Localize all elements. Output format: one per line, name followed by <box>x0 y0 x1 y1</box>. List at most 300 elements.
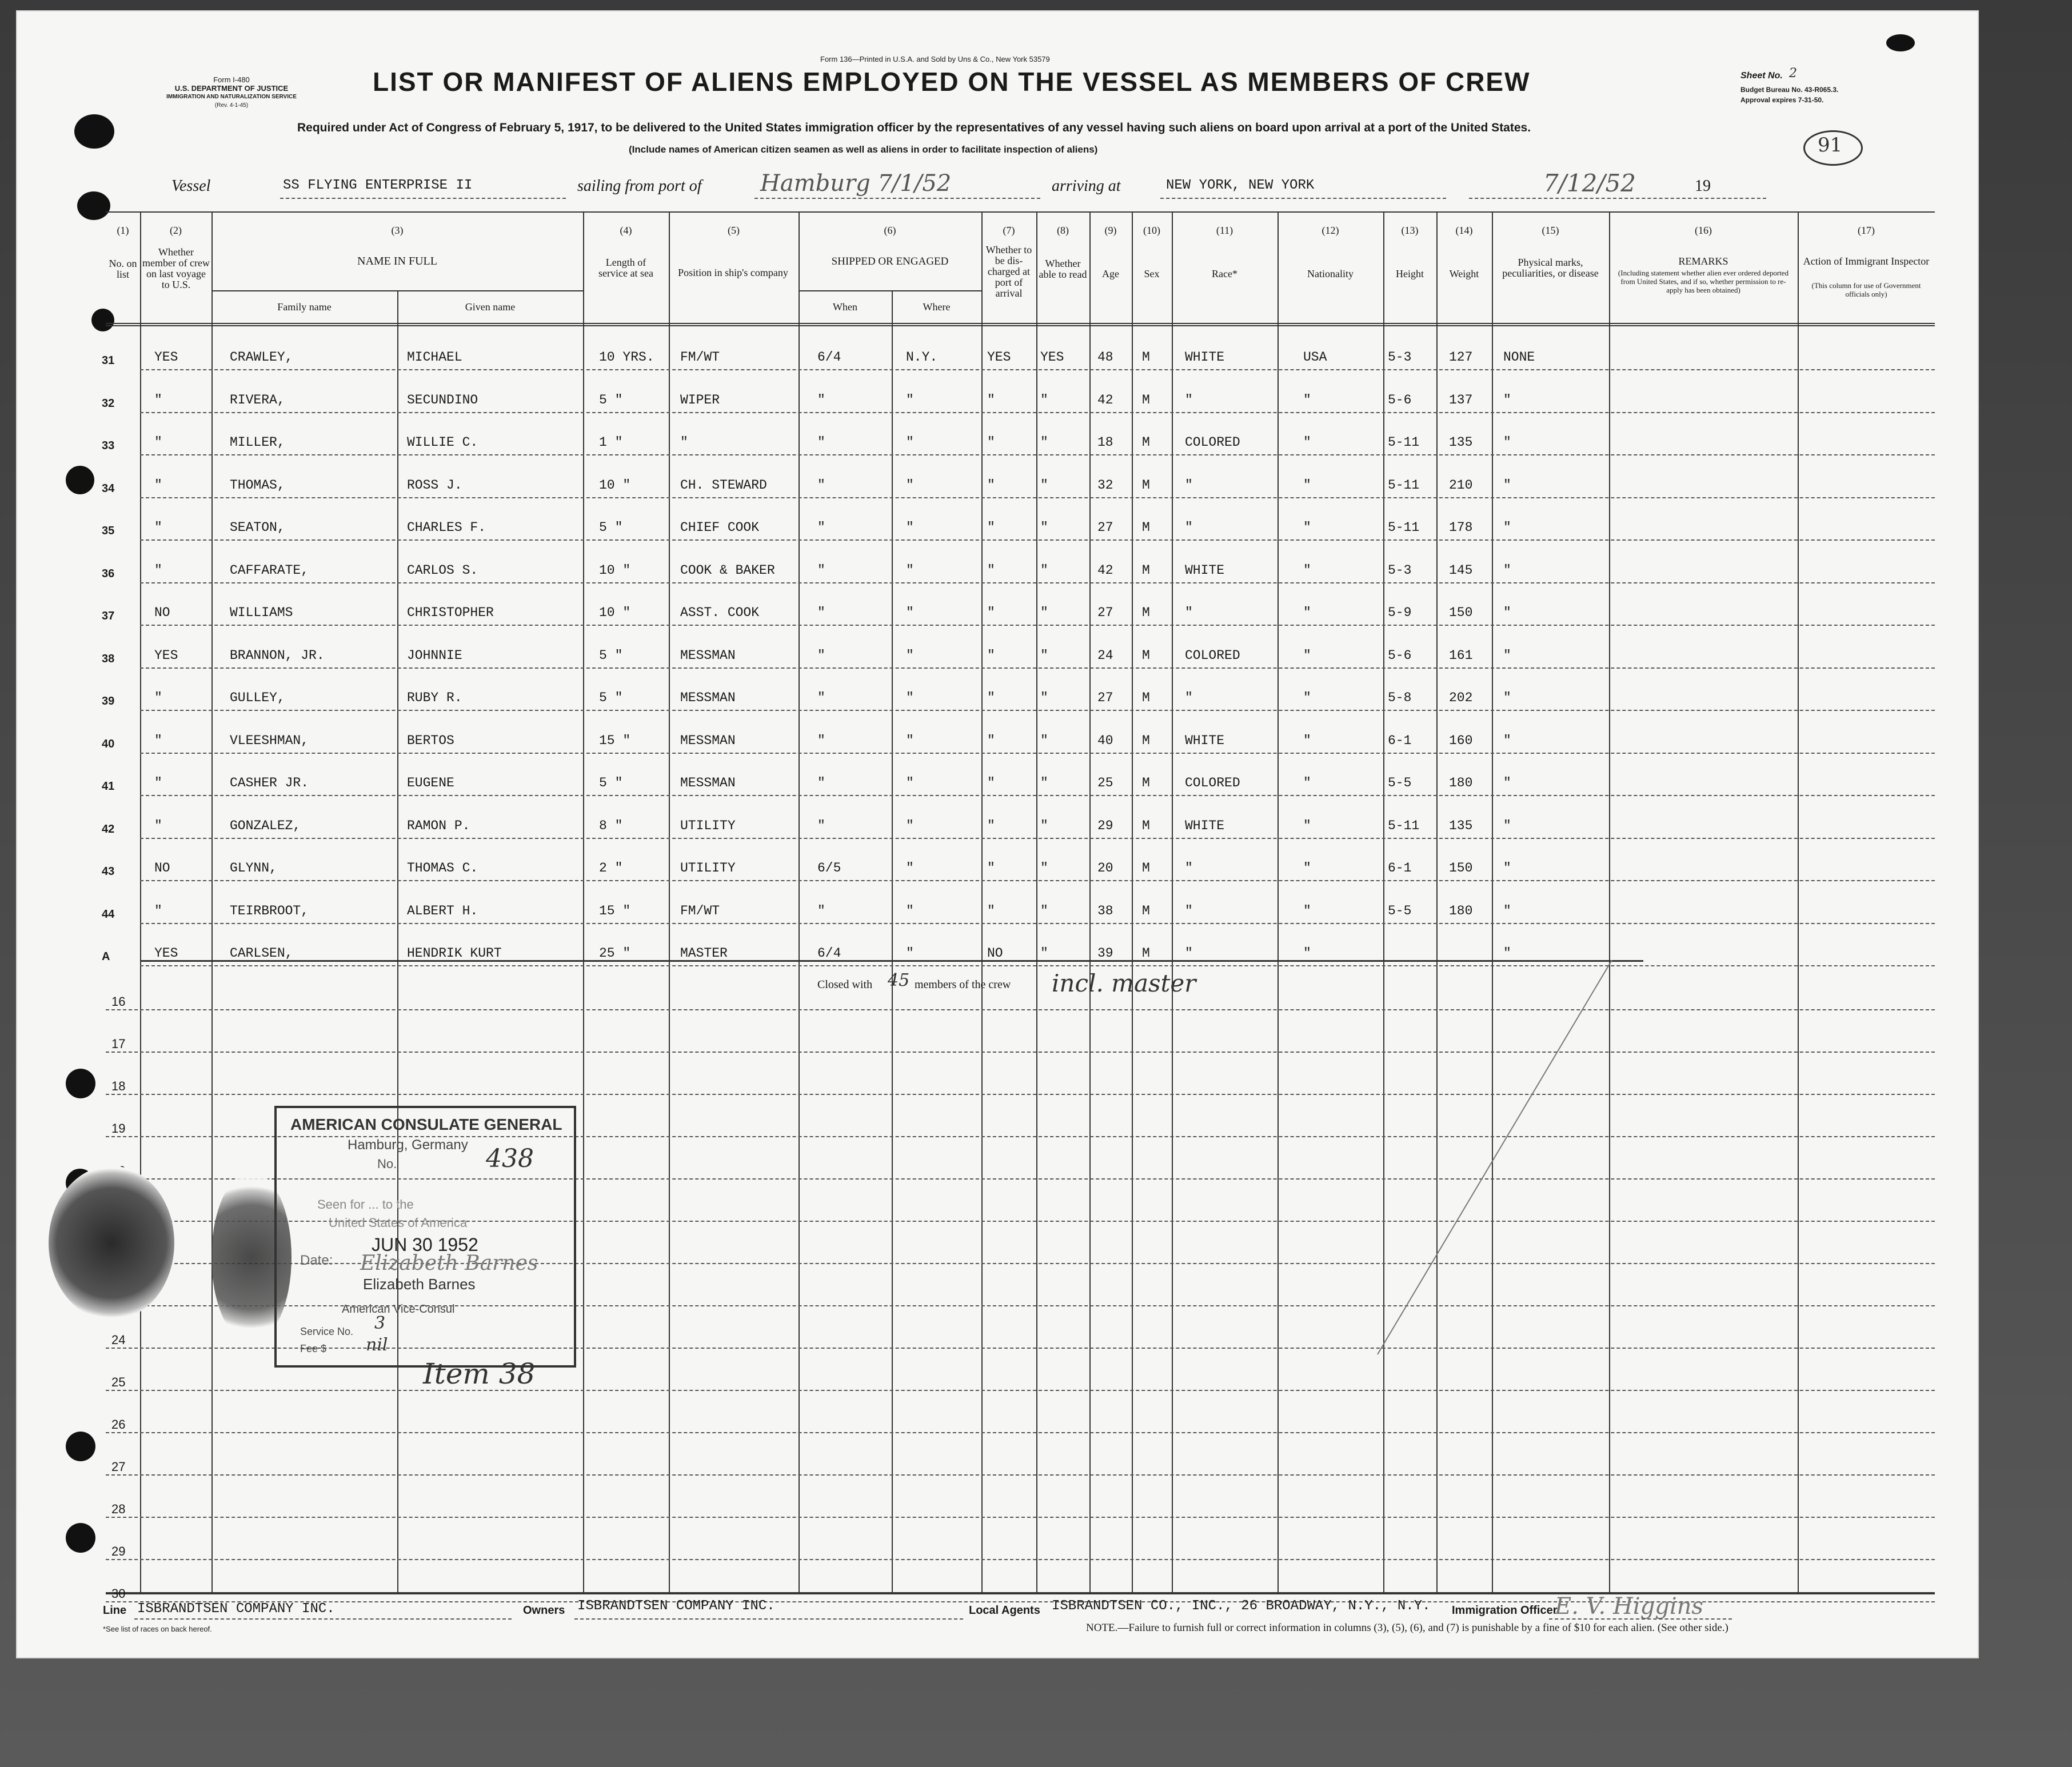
cell-given-name: ALBERT H. <box>407 904 478 918</box>
cell-discharged: " <box>987 563 995 578</box>
col-num: (5) <box>728 225 740 236</box>
sailing-label: sailing from port of <box>577 177 702 195</box>
cell-able-read: " <box>1040 775 1048 790</box>
row-rule <box>140 838 1935 839</box>
cell-row-number: 32 <box>102 397 115 410</box>
cell-where: " <box>906 605 914 620</box>
blank-row-number: 26 <box>111 1417 126 1432</box>
col-num: (14) <box>1455 225 1473 236</box>
cell-given-name: WILLIE C. <box>407 435 478 450</box>
stamp-title: American Vice-Consul <box>342 1303 455 1316</box>
cell-nationality: " <box>1303 775 1311 790</box>
cell-discharged: YES <box>987 350 1011 365</box>
cell-when: " <box>817 478 825 493</box>
closing-handwritten: incl. master <box>1052 969 1196 997</box>
col-num: (9) <box>1104 225 1117 236</box>
cell-discharged: " <box>987 478 995 493</box>
cell-sex: M <box>1142 563 1150 578</box>
cell-weight: 137 <box>1449 393 1473 407</box>
cell-where: " <box>906 648 914 663</box>
cell-when: 6/4 <box>817 946 841 961</box>
cell-length-service: 15 " <box>599 904 631 918</box>
cell-where: " <box>906 520 914 535</box>
cell-able-read: " <box>1040 563 1048 578</box>
cell-when: " <box>817 520 825 535</box>
cell-weight: 180 <box>1449 775 1473 790</box>
cell-sex: M <box>1142 350 1150 365</box>
cell-able-read: " <box>1040 478 1048 493</box>
col-header-remarks: REMARKS <box>1678 255 1728 267</box>
blank-row-number: 19 <box>111 1121 126 1136</box>
cell-discharged: " <box>987 775 995 790</box>
cell-discharged: " <box>987 605 995 620</box>
col-num: (16) <box>1695 225 1712 236</box>
cell-sex: M <box>1142 818 1150 833</box>
blank-row-number: 18 <box>111 1079 126 1093</box>
cell-able-read: " <box>1040 690 1048 705</box>
cell-length-service: 10 " <box>599 563 631 578</box>
cell-weight: 135 <box>1449 818 1473 833</box>
row-rule <box>140 412 1935 413</box>
cell-given-name: HENDRIK KURT <box>407 946 502 961</box>
cell-race: WHITE <box>1185 563 1225 578</box>
cell-weight: 150 <box>1449 861 1473 875</box>
cell-age: 38 <box>1097 904 1113 918</box>
cell-nationality: " <box>1303 733 1311 748</box>
col-num: (10) <box>1143 225 1160 236</box>
officer-signature: E. V. Higgins <box>1555 1593 1703 1620</box>
cell-age: 20 <box>1097 861 1113 875</box>
col-header-sex: Sex <box>1144 268 1160 279</box>
row-rule <box>140 753 1935 754</box>
cell-age: 42 <box>1097 393 1113 407</box>
cell-when: " <box>817 818 825 833</box>
owners-label: Owners <box>523 1604 565 1617</box>
cell-weight: 135 <box>1449 435 1473 450</box>
cell-family-name: RIVERA, <box>230 393 285 407</box>
col-num: (6) <box>884 225 896 236</box>
cell-family-name: CAFFARATE, <box>230 563 309 578</box>
col-header-member: Whether member of crew on last voyage to U.S. <box>142 246 210 290</box>
cell-member: YES <box>154 648 178 663</box>
col-header-remarks-note: (Including statement whether alien ever ordered deported from United States, and if so, whether permission to re-apply has been obtained) <box>1618 269 1789 294</box>
cell-race: COLORED <box>1185 775 1240 790</box>
vessel-label: Vessel <box>171 177 211 195</box>
cell-height: 5-3 <box>1388 563 1412 578</box>
subnote: (Include names of American citizen seamen as well as aliens in order to facilitate inspection of aliens) <box>629 144 1098 155</box>
cell-where: " <box>906 775 914 790</box>
col-header-nationality: Nationality <box>1307 268 1354 279</box>
cell-race: " <box>1185 605 1193 620</box>
cell-length-service: 15 " <box>599 733 631 748</box>
blank-row-number: 28 <box>111 1502 126 1516</box>
cell-weight: 150 <box>1449 605 1473 620</box>
cell-physical: " <box>1503 733 1511 748</box>
cell-family-name: VLEESHMAN, <box>230 733 309 748</box>
col-header-name: NAME IN FULL <box>357 255 437 267</box>
cell-when: " <box>817 435 825 450</box>
arriving-label: arriving at <box>1052 177 1121 195</box>
cell-height: 5-11 <box>1388 818 1420 833</box>
diagonal-cancel-line <box>1372 960 1635 1360</box>
cell-row-number: 38 <box>102 653 115 665</box>
cell-where: " <box>906 435 914 450</box>
row-rule <box>140 625 1935 626</box>
cell-family-name: MILLER, <box>230 435 285 450</box>
cell-sex: M <box>1142 605 1150 620</box>
cell-where: " <box>906 393 914 407</box>
cell-length-service: 5 " <box>599 690 623 705</box>
cell-family-name: TEIRBROOT, <box>230 904 309 918</box>
cell-length-service: 5 " <box>599 520 623 535</box>
cell-nationality: " <box>1303 435 1311 450</box>
blank-row-number: 25 <box>111 1375 126 1389</box>
agents-label: Local Agents <box>969 1604 1040 1617</box>
col-header-position: Position in ship's company <box>678 267 788 278</box>
cell-able-read: YES <box>1040 350 1064 365</box>
col-header-discharged: Whether to be dis-charged at port of arrival <box>985 244 1032 299</box>
cell-discharged: " <box>987 648 995 663</box>
cell-race: " <box>1185 946 1193 961</box>
cell-nationality: " <box>1303 818 1311 833</box>
cell-height: 5-11 <box>1388 478 1420 493</box>
cell-when: " <box>817 605 825 620</box>
budget-number: Budget Bureau No. 43-R065.3. <box>1740 86 1839 94</box>
cell-height: 5-11 <box>1388 520 1420 535</box>
stamp-line-2: Hamburg, Germany <box>348 1137 468 1153</box>
closing-printed-2: members of the crew <box>915 978 1011 991</box>
cell-physical: " <box>1503 478 1511 493</box>
cell-given-name: RUBY R. <box>407 690 462 705</box>
col-header-given: Given name <box>465 301 516 313</box>
cell-discharged: NO <box>987 946 1003 961</box>
col-num: (11) <box>1216 225 1233 236</box>
col-num: (2) <box>170 225 182 236</box>
cell-when: 6/4 <box>817 350 841 365</box>
blank-row-rule <box>106 1474 1935 1476</box>
cell-row-number: 34 <box>102 482 115 495</box>
cell-given-name: CHRISTOPHER <box>407 605 494 620</box>
col-header-shipped: SHIPPED OR ENGAGED <box>831 255 949 267</box>
stamp-line-1: AMERICAN CONSULATE GENERAL <box>290 1116 562 1133</box>
row-rule <box>140 497 1935 498</box>
cell-physical: " <box>1503 946 1511 961</box>
cell-given-name: SECUNDINO <box>407 393 478 407</box>
officer-label: Immigration Officer <box>1452 1604 1558 1617</box>
cell-weight: 210 <box>1449 478 1473 493</box>
cell-able-read: " <box>1040 946 1048 961</box>
races-note: *See list of races on back hereof. <box>103 1625 212 1633</box>
cell-position: UTILITY <box>680 818 736 833</box>
cell-family-name: CARLSEN, <box>230 946 293 961</box>
cell-race: " <box>1185 690 1193 705</box>
cell-length-service: 8 " <box>599 818 623 833</box>
cell-member: YES <box>154 350 178 365</box>
cell-sex: M <box>1142 520 1150 535</box>
cell-sex: M <box>1142 393 1150 407</box>
cell-length-service: 10 YRS. <box>599 350 654 365</box>
cell-row-number: 42 <box>102 823 115 835</box>
col-num: (3) <box>391 225 404 236</box>
cell-age: 27 <box>1097 690 1113 705</box>
cell-length-service: 10 " <box>599 478 631 493</box>
table-top-rule <box>106 211 1935 213</box>
cell-race: WHITE <box>1185 818 1225 833</box>
cell-position: MASTER <box>680 946 728 961</box>
cell-physical: " <box>1503 861 1511 875</box>
cell-family-name: GULLEY, <box>230 690 285 705</box>
cell-family-name: THOMAS, <box>230 478 285 493</box>
cell-able-read: " <box>1040 818 1048 833</box>
row-rule <box>140 923 1935 924</box>
col-header-race: Race* <box>1212 268 1237 279</box>
col-num: (1) <box>117 225 129 236</box>
punch-hole <box>74 114 114 149</box>
line-value: ISBRANDTSEN COMPANY INC. <box>137 1601 335 1617</box>
cell-family-name: GLYNN, <box>230 861 277 875</box>
cell-where: " <box>906 563 914 578</box>
cell-race: " <box>1185 520 1193 535</box>
cell-position: CH. STEWARD <box>680 478 767 493</box>
cell-nationality: " <box>1303 690 1311 705</box>
cell-given-name: THOMAS C. <box>407 861 478 875</box>
cell-weight: 161 <box>1449 648 1473 663</box>
cell-position: " <box>680 435 688 450</box>
cell-race: COLORED <box>1185 435 1240 450</box>
cell-member: " <box>154 520 162 535</box>
cell-row-number: 40 <box>102 738 115 750</box>
blank-row-number: 24 <box>111 1333 126 1347</box>
punch-hole <box>66 466 94 494</box>
cell-able-read: " <box>1040 435 1048 450</box>
cell-height: 5-3 <box>1388 350 1412 365</box>
cell-discharged: " <box>987 733 995 748</box>
cell-family-name: CASHER JR. <box>230 775 309 790</box>
col-num: (4) <box>620 225 632 236</box>
stamp-typed-name: Elizabeth Barnes <box>363 1276 476 1293</box>
cell-position: MESSMAN <box>680 775 736 790</box>
stamp-no-value: 438 <box>486 1144 534 1173</box>
blank-row-rule <box>106 1009 1935 1010</box>
row-rule <box>140 454 1935 455</box>
sheet-label: Sheet No. <box>1740 71 1783 81</box>
revision: (Rev. 4-1-45) <box>214 102 249 109</box>
cell-member: " <box>154 478 162 493</box>
cell-given-name: CARLOS S. <box>407 563 478 578</box>
cell-physical: " <box>1503 605 1511 620</box>
cell-age: 42 <box>1097 563 1113 578</box>
stamp-handwritten-item: Item 38 <box>423 1357 536 1390</box>
cell-physical: " <box>1503 520 1511 535</box>
cell-able-read: " <box>1040 605 1048 620</box>
cell-length-service: 5 " <box>599 393 623 407</box>
cell-row-number: 39 <box>102 695 115 707</box>
circled-number: 91 <box>1818 134 1843 157</box>
cell-length-service: 10 " <box>599 605 631 620</box>
cell-position: FM/WT <box>680 350 720 365</box>
row-rule <box>140 795 1935 796</box>
cell-physical: NONE <box>1503 350 1535 365</box>
cell-member: " <box>154 563 162 578</box>
blank-row-number: 27 <box>111 1460 126 1474</box>
cell-given-name: RAMON P. <box>407 818 470 833</box>
cell-height: 5-9 <box>1388 605 1412 620</box>
col-header-physical: Physical marks, peculiarities, or disease <box>1502 257 1599 279</box>
cell-discharged: " <box>987 520 995 535</box>
row-rule <box>140 582 1935 583</box>
cell-discharged: " <box>987 904 995 918</box>
cell-height: 6-1 <box>1388 861 1412 875</box>
cell-given-name: MICHAEL <box>407 350 462 365</box>
punch-hole <box>91 309 114 331</box>
closing-printed: Closed with <box>817 978 873 991</box>
row-rule <box>140 539 1935 541</box>
cell-when: " <box>817 690 825 705</box>
cell-family-name: GONZALEZ, <box>230 818 301 833</box>
form-id: Form I-480 <box>213 75 250 84</box>
cell-able-read: " <box>1040 520 1048 535</box>
cell-sex: M <box>1142 946 1150 961</box>
sheet-number: 2 <box>1789 66 1797 81</box>
cell-family-name: WILLIAMS <box>230 605 293 620</box>
cell-where: " <box>906 733 914 748</box>
owners-value: ISBRANDTSEN COMPANY INC. <box>577 1598 775 1614</box>
header-rule <box>106 323 1935 326</box>
cell-discharged: " <box>987 393 995 407</box>
cell-member: " <box>154 393 162 407</box>
cell-nationality: " <box>1303 393 1311 407</box>
cell-race: WHITE <box>1185 350 1225 365</box>
cell-able-read: " <box>1040 648 1048 663</box>
cell-length-service: 2 " <box>599 861 623 875</box>
form-id-block <box>146 75 317 110</box>
cell-weight: 145 <box>1449 563 1473 578</box>
cell-member: " <box>154 904 162 918</box>
cell-position: COOK & BAKER <box>680 563 775 578</box>
cell-row-number: 31 <box>102 354 115 367</box>
punch-hole <box>1886 34 1915 51</box>
cell-race: WHITE <box>1185 733 1225 748</box>
cell-discharged: " <box>987 435 995 450</box>
cell-family-name: CRAWLEY, <box>230 350 293 365</box>
cell-able-read: " <box>1040 904 1048 918</box>
blank-row-rule <box>106 1517 1935 1518</box>
subtitle: Required under Act of Congress of February 5, 1917, to be delivered to the United States immigration officer by the representatives of any vessel having such aliens on board upon arrival at a port of the United States. <box>297 121 1531 134</box>
col-num: (15) <box>1542 225 1559 236</box>
stamp-date: JUN 30 1952 <box>372 1234 478 1255</box>
cell-row-number: 43 <box>102 865 115 878</box>
cell-length-service: 25 " <box>599 946 631 961</box>
cell-height: 6-1 <box>1388 733 1412 748</box>
cell-position: WIPER <box>680 393 720 407</box>
cell-discharged: " <box>987 818 995 833</box>
cell-when: 6/5 <box>817 861 841 875</box>
punch-hole <box>66 1523 95 1553</box>
cell-sex: M <box>1142 435 1150 450</box>
col-header-when: When <box>833 301 857 313</box>
cell-race: COLORED <box>1185 648 1240 663</box>
cell-weight: 127 <box>1449 350 1473 365</box>
cell-row-number: 33 <box>102 439 115 452</box>
cell-when: " <box>817 393 825 407</box>
cell-sex: M <box>1142 478 1150 493</box>
cell-age: 32 <box>1097 478 1113 493</box>
cell-row-number: 37 <box>102 610 115 622</box>
col-header-no: No. on list <box>109 258 137 280</box>
cell-position: UTILITY <box>680 861 736 875</box>
cell-where: " <box>906 478 914 493</box>
col-header-length: Length of service at sea <box>598 257 653 279</box>
cell-discharged: " <box>987 690 995 705</box>
cell-height: 5-6 <box>1388 648 1412 663</box>
row-rule <box>140 369 1935 370</box>
col-header-where: Where <box>923 301 951 313</box>
footer-note: NOTE.—Failure to furnish full or correct information in columns (3), (5), (6), and (7) is punishable by a fine of $10 for each alien. (See other side.) <box>1086 1622 1728 1634</box>
col-header-height: Height <box>1396 268 1424 279</box>
cell-physical: " <box>1503 435 1511 450</box>
stamp-date-label: Date: <box>300 1253 333 1268</box>
cell-able-read: " <box>1040 393 1048 407</box>
col-num: (17) <box>1858 225 1875 236</box>
cell-member: YES <box>154 946 178 961</box>
cell-position: CHIEF COOK <box>680 520 760 535</box>
cell-physical: " <box>1503 393 1511 407</box>
cell-family-name: BRANNON, JR. <box>230 648 325 663</box>
cell-given-name: ROSS J. <box>407 478 462 493</box>
cell-where: " <box>906 861 914 875</box>
stamp-fee-value: nil <box>366 1335 388 1355</box>
cell-nationality: " <box>1303 478 1311 493</box>
cell-sex: M <box>1142 733 1150 748</box>
cell-physical: " <box>1503 818 1511 833</box>
cell-able-read: " <box>1040 861 1048 875</box>
cell-age: 18 <box>1097 435 1113 450</box>
cell-height: 5-8 <box>1388 690 1412 705</box>
page-title: LIST OR MANIFEST OF ALIENS EMPLOYED ON THE VESSEL AS MEMBERS OF CREW <box>373 67 1531 97</box>
cell-physical: " <box>1503 690 1511 705</box>
col-header-action: Action of Immigrant Inspector <box>1803 255 1930 267</box>
cell-nationality: USA <box>1303 350 1327 365</box>
cell-when: " <box>817 733 825 748</box>
cell-position: MESSMAN <box>680 690 736 705</box>
cell-discharged: " <box>987 861 995 875</box>
punch-hole <box>77 191 110 220</box>
printer-line: Form 136—Printed in U.S.A. and Sold by Uns & Co., New York 53579 <box>820 55 1050 63</box>
agents-value: ISBRANDTSEN CO., INC., 26 BROADWAY, N.Y., N.Y. <box>1052 1598 1431 1614</box>
arriving-port: NEW YORK, NEW YORK <box>1166 178 1315 193</box>
cell-race: " <box>1185 861 1193 875</box>
cell-physical: " <box>1503 775 1511 790</box>
cell-row-number: 44 <box>102 908 115 921</box>
punch-hole <box>66 1069 95 1098</box>
stamp-no-label: No. <box>377 1157 397 1171</box>
cell-physical: " <box>1503 648 1511 663</box>
embossed-seal <box>49 1166 174 1320</box>
cell-nationality: " <box>1303 605 1311 620</box>
cell-family-name: SEATON, <box>230 520 285 535</box>
cell-race: " <box>1185 904 1193 918</box>
blank-row-number: 17 <box>111 1037 126 1051</box>
blank-row-number: 29 <box>111 1544 126 1558</box>
cell-given-name: EUGENE <box>407 775 454 790</box>
cell-age: 29 <box>1097 818 1113 833</box>
cell-able-read: " <box>1040 733 1048 748</box>
cell-where: " <box>906 818 914 833</box>
cell-when: " <box>817 904 825 918</box>
cell-height: 5-5 <box>1388 904 1412 918</box>
cell-nationality: " <box>1303 520 1311 535</box>
cell-sex: M <box>1142 648 1150 663</box>
